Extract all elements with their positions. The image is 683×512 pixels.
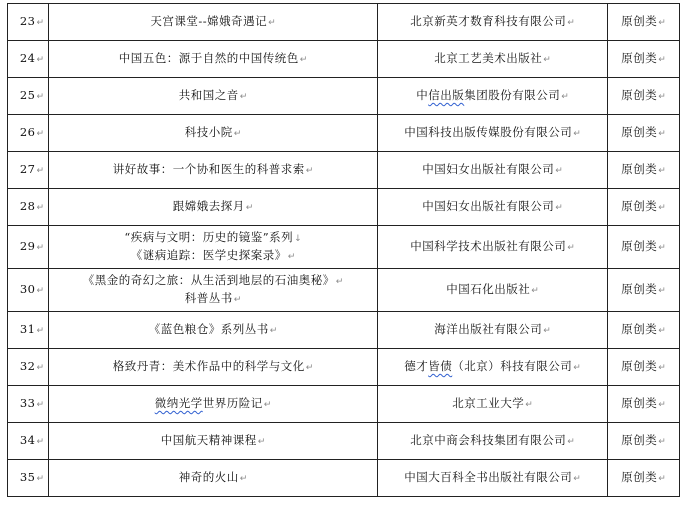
table-row (8, 226, 680, 269)
title-cell: 共和国之音↵ (49, 78, 378, 115)
title-cell: 《蓝色粮仓》系列丛书↵ (49, 312, 378, 349)
category-cell: 原创类↵ (608, 152, 680, 189)
publisher-cell: 北京新英才数育科技有限公司↵ (378, 4, 608, 41)
title-cell: 中国航天精神课程↵ (49, 423, 378, 460)
row-number-cell: 23↵ (8, 4, 49, 41)
row-number-cell: 25↵ (8, 78, 49, 115)
award-list-table (7, 3, 680, 497)
publisher-cell: 中国大百科全书出版社有限公司↵ (378, 460, 608, 497)
title-cell: 讲好故事：一个协和医生的科普求索↵ (49, 152, 378, 189)
table-row (8, 460, 680, 497)
table-row (8, 386, 680, 423)
title-cell: 科技小院↵ (49, 115, 378, 152)
publisher-cell: 中国妇女出版社有限公司↵ (378, 189, 608, 226)
publisher-cell: 中国科学技术出版社有限公司↵ (378, 226, 608, 269)
row-number-cell: 27↵ (8, 152, 49, 189)
table-row (8, 349, 680, 386)
title-cell: 天宫课堂--嫦娥奇遇记↵ (49, 4, 378, 41)
table-row (8, 41, 680, 78)
category-cell: 原创类↵ (608, 312, 680, 349)
publisher-cell: 中信出版集团股份有限公司↵ (378, 78, 608, 115)
table-row (8, 269, 680, 312)
category-cell: 原创类↵ (608, 460, 680, 497)
publisher-cell: 海洋出版社有限公司↵ (378, 312, 608, 349)
row-number-cell: 29↵ (8, 226, 49, 269)
publisher-cell: 中国科技出版传媒股份有限公司↵ (378, 115, 608, 152)
title-cell: 微纳光学世界历险记↵ (49, 386, 378, 423)
title-cell: 跟嫦娥去探月↵ (49, 189, 378, 226)
publisher-cell: 北京中商会科技集团有限公司↵ (378, 423, 608, 460)
title-cell: 中国五色：源于自然的中国传统色↵ (49, 41, 378, 78)
spellcheck-underline: 微纳光学 (154, 396, 203, 410)
spellcheck-underline: 皆债 (428, 359, 453, 373)
title-cell: 《黑金的奇幻之旅：从生活到地层的石油奥秘》↵ 科普丛书↵ (49, 269, 378, 312)
publisher-cell: 北京工业大学↵ (378, 386, 608, 423)
category-cell: 原创类↵ (608, 115, 680, 152)
title-cell: 格致丹青：美术作品中的科学与文化↵ (49, 349, 378, 386)
title-cell: “疾病与文明：历史的镜鉴”系列↓ 《谜病追踪：医学史探案录》↵ (49, 226, 378, 269)
row-number-cell: 26↵ (8, 115, 49, 152)
table-row (8, 4, 680, 41)
row-number-cell: 32↵ (8, 349, 49, 386)
row-number-cell: 35↵ (8, 460, 49, 497)
category-cell: 原创类↵ (608, 41, 680, 78)
row-number-cell: 28↵ (8, 189, 49, 226)
table-row (8, 312, 680, 349)
table-row (8, 115, 680, 152)
category-cell: 原创类↵ (608, 4, 680, 41)
category-cell: 原创类↵ (608, 269, 680, 312)
publisher-cell: 北京工艺美术出版社↵ (378, 41, 608, 78)
publisher-cell: 中国石化出版社↵ (378, 269, 608, 312)
row-number-cell: 34↵ (8, 423, 49, 460)
spellcheck-underline: 信出版 (428, 88, 465, 102)
row-number-cell: 31↵ (8, 312, 49, 349)
title-cell: 神奇的火山↵ (49, 460, 378, 497)
category-cell: 原创类↵ (608, 189, 680, 226)
category-cell: 原创类↵ (608, 78, 680, 115)
table-row (8, 423, 680, 460)
category-cell: 原创类↵ (608, 423, 680, 460)
table-row (8, 152, 680, 189)
category-cell: 原创类↵ (608, 386, 680, 423)
row-number-cell: 24↵ (8, 41, 49, 78)
publisher-cell: 中国妇女出版社有限公司↵ (378, 152, 608, 189)
publisher-cell: 德才皆债（北京）科技有限公司↵ (378, 349, 608, 386)
row-number-cell: 33↵ (8, 386, 49, 423)
table-row (8, 189, 680, 226)
category-cell: 原创类↵ (608, 349, 680, 386)
category-cell: 原创类↵ (608, 226, 680, 269)
row-number-cell: 30↵ (8, 269, 49, 312)
table-row (8, 78, 680, 115)
